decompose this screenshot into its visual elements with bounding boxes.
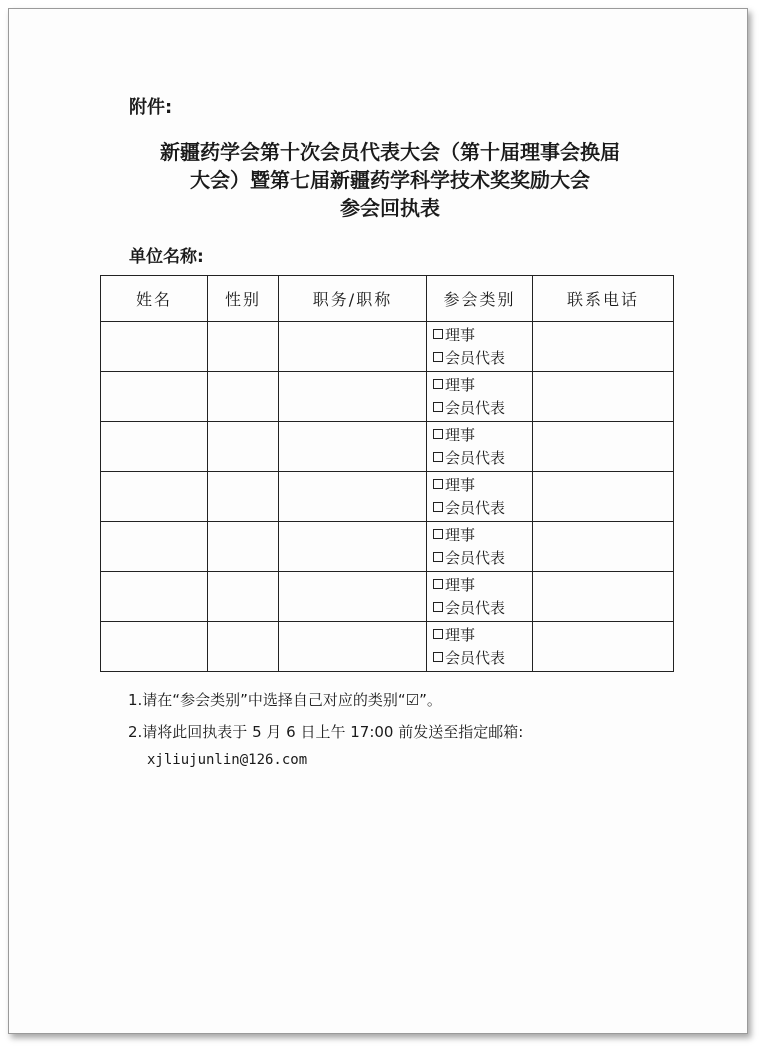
checkbox-icon[interactable] — [433, 329, 443, 339]
checkbox-icon[interactable] — [433, 529, 443, 539]
checkbox-icon[interactable] — [433, 352, 443, 362]
option-label: 会员代表 — [445, 598, 506, 617]
table-row — [101, 472, 674, 522]
option-director[interactable] — [433, 524, 532, 547]
position-cell[interactable] — [279, 572, 427, 622]
option-label: 理事 — [445, 325, 476, 344]
option-director[interactable] — [433, 374, 532, 397]
option-director[interactable] — [433, 574, 532, 597]
name-cell[interactable] — [101, 472, 208, 522]
phone-cell[interactable] — [533, 372, 674, 422]
gender-cell[interactable] — [208, 522, 279, 572]
checkbox-icon[interactable] — [433, 552, 443, 562]
table-row — [101, 572, 674, 622]
category-cell — [427, 322, 533, 372]
table-row — [101, 622, 674, 672]
option-label: 理事 — [445, 475, 476, 494]
title-line-1: 新疆药学会第十次会员代表大会（第十届理事会换届 — [160, 140, 620, 164]
attachment-label: 附件: — [129, 97, 173, 118]
phone-cell[interactable] — [533, 422, 674, 472]
option-label: 会员代表 — [445, 648, 506, 667]
category-cell — [427, 572, 533, 622]
table-row — [101, 522, 674, 572]
header-name: 姓名 — [101, 276, 208, 322]
name-cell[interactable] — [101, 622, 208, 672]
name-cell[interactable] — [101, 372, 208, 422]
category-cell — [427, 372, 533, 422]
title-line-2: 大会）暨第七届新疆药学科学技术奖奖励大会 — [190, 168, 590, 192]
option-member-representative[interactable] — [433, 547, 532, 570]
document-title — [100, 138, 680, 222]
name-cell[interactable] — [101, 422, 208, 472]
option-director[interactable] — [433, 424, 532, 447]
option-label: 理事 — [445, 625, 476, 644]
name-cell[interactable] — [101, 322, 208, 372]
position-cell[interactable] — [279, 472, 427, 522]
position-cell[interactable] — [279, 422, 427, 472]
gender-cell[interactable] — [208, 322, 279, 372]
phone-cell[interactable] — [533, 572, 674, 622]
phone-cell[interactable] — [533, 472, 674, 522]
category-cell — [427, 472, 533, 522]
receipt-table — [100, 275, 674, 672]
option-label: 理事 — [445, 525, 476, 544]
header-phone: 联系电话 — [533, 276, 674, 322]
checkbox-icon[interactable] — [433, 502, 443, 512]
unit-name-label: 单位名称: — [129, 247, 204, 267]
gender-cell[interactable] — [208, 372, 279, 422]
option-member-representative[interactable] — [433, 447, 532, 470]
gender-cell[interactable] — [208, 472, 279, 522]
checkbox-icon[interactable] — [433, 602, 443, 612]
option-label: 会员代表 — [445, 348, 506, 367]
checkbox-icon[interactable] — [433, 629, 443, 639]
name-cell[interactable] — [101, 522, 208, 572]
table-row — [101, 422, 674, 472]
option-label: 理事 — [445, 575, 476, 594]
phone-cell[interactable] — [533, 322, 674, 372]
title-line-3: 参会回执表 — [340, 196, 440, 220]
gender-cell[interactable] — [208, 572, 279, 622]
phone-cell[interactable] — [533, 622, 674, 672]
position-cell[interactable] — [279, 322, 427, 372]
checkbox-icon[interactable] — [433, 402, 443, 412]
note-2: 2.请将此回执表于 5 月 6 日上午 17:00 前发送至指定邮箱: — [128, 723, 524, 741]
option-director[interactable] — [433, 324, 532, 347]
option-member-representative[interactable] — [433, 397, 532, 420]
gender-cell[interactable] — [208, 422, 279, 472]
notes — [128, 684, 523, 748]
option-member-representative[interactable] — [433, 347, 532, 370]
option-label: 会员代表 — [445, 498, 506, 517]
checkbox-icon[interactable] — [433, 452, 443, 462]
name-cell[interactable] — [101, 572, 208, 622]
checkbox-icon[interactable] — [433, 652, 443, 662]
gender-cell[interactable] — [208, 622, 279, 672]
option-director[interactable] — [433, 474, 532, 497]
header-position: 职务/职称 — [279, 276, 427, 322]
position-cell[interactable] — [279, 372, 427, 422]
option-label: 会员代表 — [445, 448, 506, 467]
header-category: 参会类别 — [427, 276, 533, 322]
note-1: 1.请在“参会类别”中选择自己对应的类别“☑”。 — [128, 691, 442, 709]
option-label: 会员代表 — [445, 398, 506, 417]
position-cell[interactable] — [279, 622, 427, 672]
email-address: xjliujunlin@126.com — [147, 752, 308, 768]
option-member-representative[interactable] — [433, 497, 532, 520]
checkbox-icon[interactable] — [433, 479, 443, 489]
category-cell — [427, 422, 533, 472]
category-cell — [427, 522, 533, 572]
option-director[interactable] — [433, 624, 532, 647]
option-member-representative[interactable] — [433, 597, 532, 620]
table-row — [101, 322, 674, 372]
header-gender: 性别 — [208, 276, 279, 322]
table-row — [101, 372, 674, 422]
position-cell[interactable] — [279, 522, 427, 572]
option-label: 会员代表 — [445, 548, 506, 567]
phone-cell[interactable] — [533, 522, 674, 572]
table-header-row — [101, 276, 674, 322]
option-member-representative[interactable] — [433, 647, 532, 670]
option-label: 理事 — [445, 425, 476, 444]
checkbox-icon[interactable] — [433, 579, 443, 589]
checkbox-icon[interactable] — [433, 429, 443, 439]
option-label: 理事 — [445, 375, 476, 394]
category-cell — [427, 622, 533, 672]
checkbox-icon[interactable] — [433, 379, 443, 389]
